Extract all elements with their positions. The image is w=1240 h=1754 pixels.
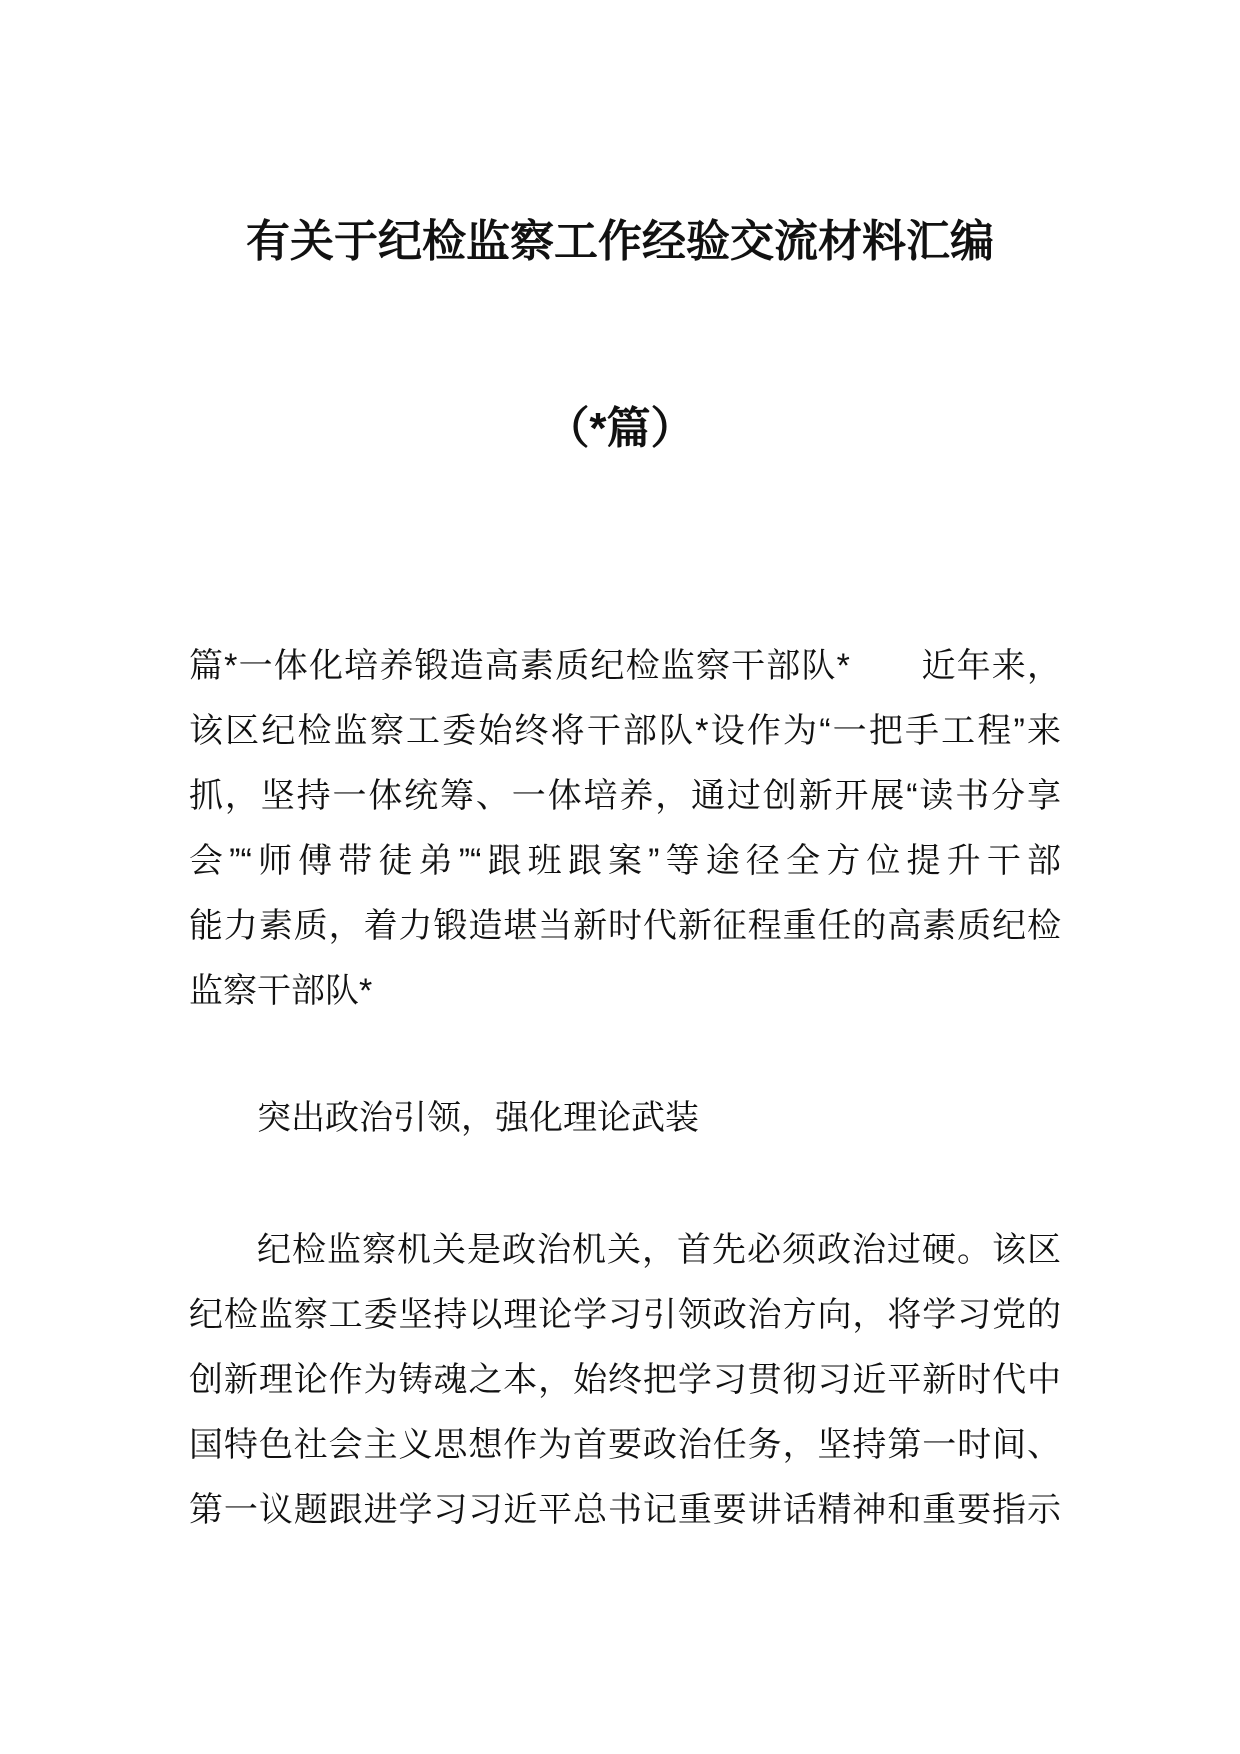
paragraph-line: 国特色社会主义思想作为首要政治任务，坚持第一时间、 bbox=[189, 1426, 1061, 1464]
document-title: 有关于纪检监察工作经验交流材料汇编 bbox=[246, 217, 994, 266]
paragraph-line: 第一议题跟进学习习近平总书记重要讲话精神和重要指示 bbox=[189, 1491, 1061, 1529]
paragraph-line: 会”“师傅带徒弟”“跟班跟案”等途径全方位提升干部 bbox=[189, 842, 1061, 880]
paragraph-line: 纪检监察工委坚持以理论学习引领政治方向，将学习党的 bbox=[189, 1296, 1061, 1334]
document-subtitle: （*篇） bbox=[545, 404, 695, 453]
paragraph-line: 能力素质，着力锻造堪当新时代新征程重任的高素质纪检 bbox=[189, 907, 1061, 945]
paragraph-line: 创新理论作为铸魂之本，始终把学习贯彻习近平新时代中 bbox=[189, 1361, 1061, 1399]
paragraph-line: 篇*一体化培养锻造高素质纪检监察干部队* 近年来， bbox=[189, 647, 1061, 685]
paragraph-line: 纪检监察机关是政治机关，首先必须政治过硬。该区 bbox=[257, 1231, 1061, 1269]
paragraph-line: 监察干部队* bbox=[189, 972, 373, 1010]
paragraph-line: 抓，坚持一体统筹、一体培养，通过创新开展“读书分享 bbox=[189, 777, 1061, 815]
section-heading: 突出政治引领，强化理论武装 bbox=[257, 1099, 699, 1137]
paragraph-line: 该区纪检监察工委始终将干部队*设作为“一把手工程”来 bbox=[189, 712, 1061, 750]
